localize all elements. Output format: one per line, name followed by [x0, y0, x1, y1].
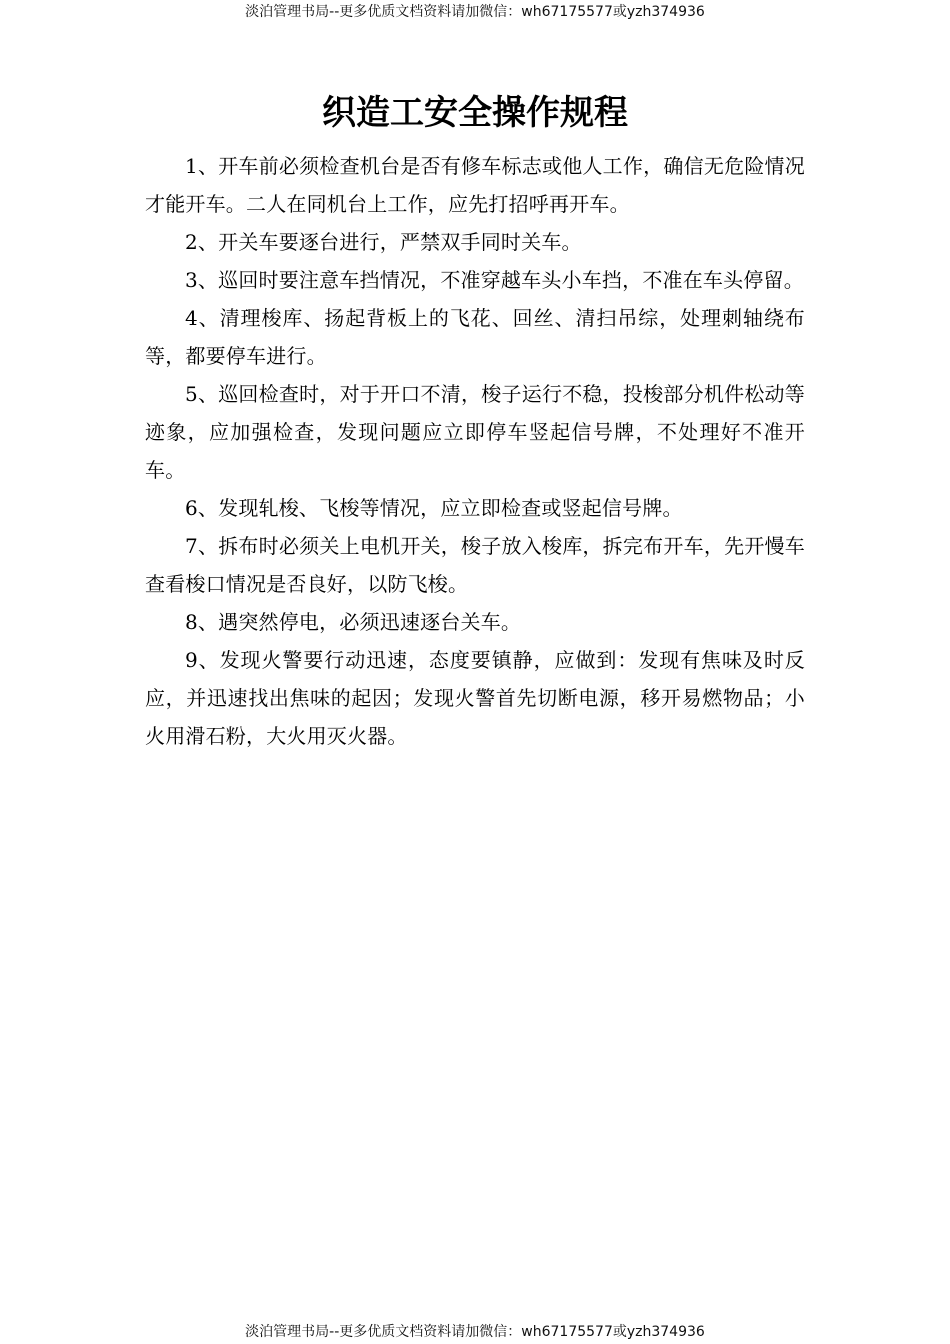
document-title: 织造工安全操作规程 [322, 93, 628, 133]
clause-2: 2、开关车要逐台进行，严禁双手同时关车。 [185, 230, 582, 254]
clause-3: 3、巡回时要注意车挡情况，不准穿越车头小车挡，不准在车头停留。 [185, 268, 804, 292]
clause-5: 5、巡回检查时，对于开口不清，梭子运行不稳，投梭部分机件松动等迹象，应加强检查，发现问题应立即停车竖起信号牌，不处理好不准开车。 [145, 382, 805, 482]
clause-9: 9、发现火警要行动迅速，态度要镇静，应做到：发现有焦味及时反应，并迅速找出焦味的起因；发现火警首先切断电源，移开易燃物品；小火用滑石粉，大火用灭火器。 [145, 648, 805, 748]
clause-1: 1、开车前必须检查机台是否有修车标志或他人工作，确信无危险情况才能开车。二人在同机台上工作，应先打招呼再开车。 [145, 154, 805, 216]
clause-4: 4、清理梭库、扬起背板上的飞花、回丝、清扫吊综，处理刺轴绕布等，都要停车进行。 [145, 306, 805, 368]
page-header: 淡泊管理书局--更多优质文档资料请加微信：wh67175577或yzh374936 [245, 4, 705, 20]
clause-8: 8、遇突然停电，必须迅速逐台关车。 [185, 610, 522, 634]
document-body [145, 147, 805, 755]
page-footer: 淡泊管理书局--更多优质文档资料请加微信：wh67175577或yzh374936 [245, 1324, 705, 1340]
clause-6: 6、发现轧梭、飞梭等情况，应立即检查或竖起信号牌。 [185, 496, 683, 520]
clause-7: 7、拆布时必须关上电机开关，梭子放入梭库，拆完布开车，先开慢车查看梭口情况是否良好，以防飞梭。 [145, 534, 805, 596]
